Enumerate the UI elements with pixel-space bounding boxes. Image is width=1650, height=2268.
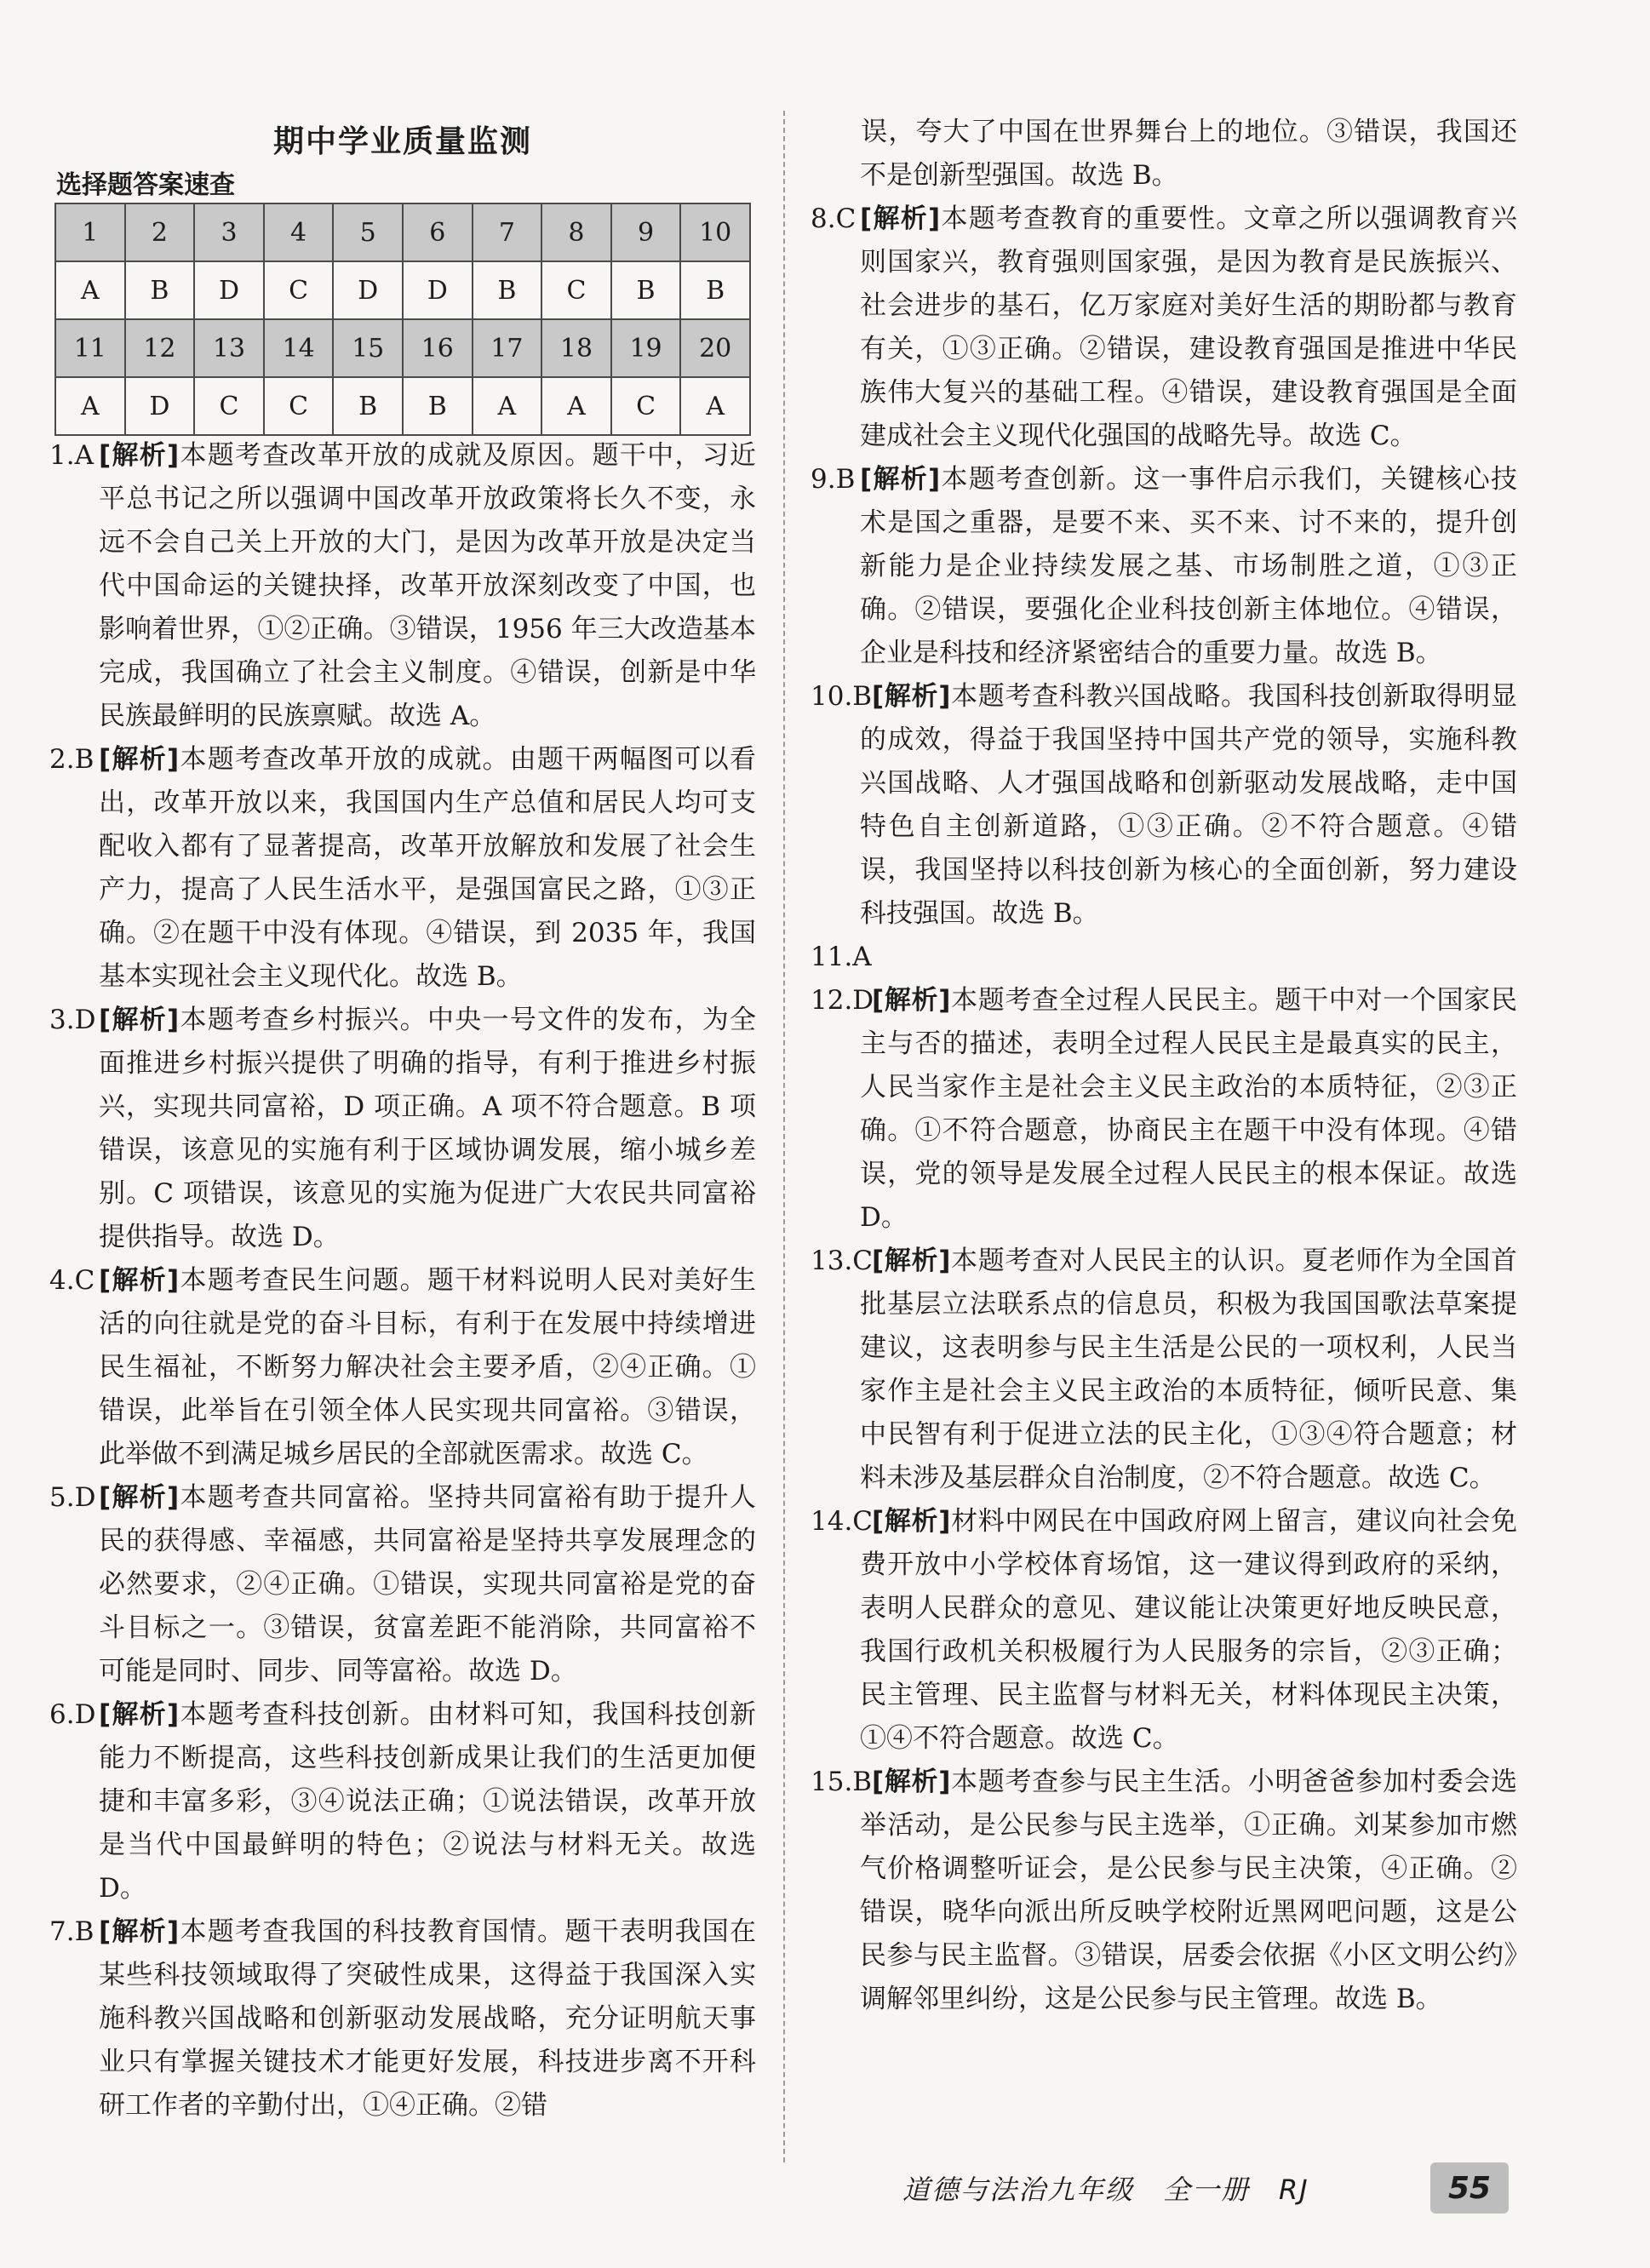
question-number: 10 xyxy=(680,203,750,261)
item-text: 本题考查民生问题。题干材料说明人民对美好生活的向往就是党的奋斗目标，有利于在发展中持续增进民生福祉，不断努力解决社会主要矛盾，②④正确。①错误，此举旨在引领全体人民实现共同富裕。③错误，此举做不到满足城乡居民的全部就医需求。故选 C。 xyxy=(99,1265,756,1469)
item-number: 8.C xyxy=(811,203,857,234)
item-number: 13.C xyxy=(811,1246,874,1276)
analysis-tag: [解析] xyxy=(99,440,180,471)
answer-letter: D xyxy=(333,261,403,319)
answer-letter: C xyxy=(194,377,264,435)
item-text: 材料中网民在中国政府网上留言，建议向社会免费开放中小学校体育场馆，这一建议得到政府的采纳，表明人民群众的意见、建议能让决策更好地反映民意，我国行政机关积极履行为人民服务的宗旨，②③正确；民主管理、民主监督与材料无关，材料体现民主决策，①④不符合题意。故选 C。 xyxy=(860,1506,1517,1754)
question-number: 16 xyxy=(403,319,473,377)
item-text: 本题考查教育的重要性。文章之所以强调教育兴则国家兴，教育强则国家强，是因为教育是民族振兴、社会进步的基石，亿万家庭对美好生活的期盼都与教育有关，①③正确。②错误，建设教育强国是推进中华民族伟大复兴的基础工程。④错误，建设教育强国是全面建成社会主义现代化强国的战略先导。故选 C。 xyxy=(860,203,1517,451)
answer-letter: B xyxy=(125,261,195,319)
question-number: 6 xyxy=(403,203,473,261)
explanation-continuation xyxy=(811,111,1517,198)
item-number: 10.B xyxy=(811,681,873,712)
analysis-tag: [解析] xyxy=(99,744,180,775)
question-number: 9 xyxy=(611,203,681,261)
item-text: 本题考查科技创新。由材料可知，我国科技创新能力不断提高，这些科技创新成果让我们的生活更加便捷和丰富多彩，③④说法正确；①说法错误，改革开放是当代中国最鲜明的特色；②说法与材料无关。故选 D。 xyxy=(99,1699,756,1904)
item-number: 7.B xyxy=(49,1916,95,1947)
page-number: 55 xyxy=(1430,2162,1509,2214)
question-number: 11 xyxy=(55,319,125,377)
answer-letter: B xyxy=(473,261,542,319)
item-number: 6.D xyxy=(49,1699,96,1730)
explanation-item xyxy=(811,675,1517,936)
explanation-item xyxy=(49,1693,756,1910)
item-text: 本题考查对人民民主的认识。夏老师作为全国首批基层立法联系点的信息员，积极为我国国歌法草案提建议，这表明参与民主生活是公民的一项权利，人民当家作主是社会主义民主政治的本质特征，倾听民意、集中民智有利于促进立法的民主化，①③④符合题意；材料未涉及基层群众自治制度，②不符合题意。故选 C。 xyxy=(860,1246,1517,1493)
question-number: 7 xyxy=(473,203,542,261)
item-number: 1.A xyxy=(49,440,94,471)
analysis-tag: [解析] xyxy=(99,1482,180,1513)
explanation-item xyxy=(811,1761,1517,2021)
item-text: 本题考查参与民主生活。小明爸爸参加村委会选举活动，是公民参与民主选举，①正确。刘某参加市燃气价格调整听证会，是公民参与民主决策，④正确。②错误，晓华向派出所反映学校附近黑网吧问题，这是公民参与民主监督。③错误，居委会依据《小区文明公约》调解邻里纠纷，这是公民参与民主管理。故选 B。 xyxy=(860,1767,1517,2014)
question-number: 15 xyxy=(333,319,403,377)
page-footer xyxy=(902,2162,1498,2214)
explanation-item xyxy=(49,434,756,738)
answer-letter: B xyxy=(403,377,473,435)
answer-letter: D xyxy=(194,261,264,319)
explanation-item xyxy=(811,936,1517,979)
item-number: 15.B xyxy=(811,1767,873,1797)
analysis-tag: [解析] xyxy=(872,985,951,1016)
question-number: 13 xyxy=(194,319,264,377)
item-text: 误，夸大了中国在世界舞台上的地位。③错误，我国还不是创新型强国。故选 B。 xyxy=(860,117,1517,191)
item-number: 4.C xyxy=(49,1265,95,1296)
analysis-tag: [解析] xyxy=(99,1005,180,1035)
question-number: 14 xyxy=(264,319,334,377)
answer-letter: D xyxy=(403,261,473,319)
item-text: 本题考查全过程人民民主。题干中对一个国家民主与否的描述，表明全过程人民民主是最真实的民主，人民当家作主是社会主义民主政治的本质特征，②③正确。①不符合题意，协商民主在题干中没有体现。④错误，党的领导是发展全过程人民民主的根本保证。故选 D。 xyxy=(860,985,1517,1233)
question-number: 1 xyxy=(55,203,125,261)
answer-letter: C xyxy=(611,377,681,435)
analysis-tag: [解析] xyxy=(99,1265,180,1296)
answer-row-numbers-2 xyxy=(55,319,750,377)
question-number: 8 xyxy=(541,203,611,261)
analysis-tag: [解析] xyxy=(872,1767,951,1797)
answer-letter: B xyxy=(611,261,681,319)
question-number: 17 xyxy=(473,319,542,377)
explanation-item xyxy=(811,198,1517,458)
answer-key-table xyxy=(54,203,751,436)
item-number: 14.C xyxy=(811,1506,874,1537)
question-number: 2 xyxy=(125,203,195,261)
analysis-tag: [解析] xyxy=(860,203,941,234)
answer-letter: B xyxy=(333,377,403,435)
item-text: 本题考查改革开放的成就及原因。题干中，习近平总书记之所以强调中国改革开放政策将长久不变，永远不会自己关上开放的大门，是因为改革开放是决定当代中国命运的关键抉择，改革开放深刻改变了中国，也影响着世界，①②正确。③错误，1956 年三大改造基本完成，我国确立了社会主义制度。④错误，创新是中华民族最鲜明的民族禀赋。故选 A。 xyxy=(99,440,756,731)
explanation-item xyxy=(49,1259,756,1476)
answer-row-letters-1 xyxy=(55,261,750,319)
question-number: 20 xyxy=(680,319,750,377)
answer-letter: C xyxy=(264,377,334,435)
item-number: 3.D xyxy=(49,1005,96,1035)
item-text: 本题考查共同富裕。坚持共同富裕有助于提升人民的获得感、幸福感，共同富裕是坚持共享发展理念的必然要求，②④正确。①错误，实现共同富裕是党的奋斗目标之一。③错误，贫富差距不能消除，共同富裕不可能是同时、同步、同等富裕。故选 D。 xyxy=(99,1482,756,1687)
analysis-tag: [解析] xyxy=(99,1916,180,1947)
analysis-tag: [解析] xyxy=(872,1506,951,1537)
answer-key-heading: 选择题答案速查 xyxy=(56,170,235,200)
explanation-item xyxy=(49,738,756,999)
explanation-item xyxy=(811,458,1517,675)
analysis-tag: [解析] xyxy=(872,1246,951,1276)
column-divider xyxy=(783,111,785,2162)
explanation-item xyxy=(811,979,1517,1240)
item-number: 9.B xyxy=(811,464,856,495)
item-number: 12.D xyxy=(811,985,874,1016)
answer-letter: C xyxy=(264,261,334,319)
book-title: 道德与法治九年级 全一册 RJ xyxy=(902,2174,1309,2206)
answer-letter: A xyxy=(55,261,125,319)
analysis-tag: [解析] xyxy=(872,681,951,712)
question-number: 5 xyxy=(333,203,403,261)
item-text: 本题考查乡村振兴。中央一号文件的发布，为全面推进乡村振兴提供了明确的指导，有利于推进乡村振兴，实现共同富裕，D 项正确。A 项不符合题意。B 项错误，该意见的实施有利于区域协调发展，缩小城乡差别。C 项错误，该意见的实施为促进广大农民共同富裕提供指导。故选 D。 xyxy=(99,1005,756,1252)
question-number: 19 xyxy=(611,319,681,377)
answer-letter: A xyxy=(473,377,542,435)
item-text: 本题考查创新。这一事件启示我们，关键核心技术是国之重器，是要不来、买不来、讨不来的，提升创新能力是企业持续发展之基、市场制胜之道，①③正确。②错误，要强化企业科技创新主体地位。④错误，企业是科技和经济紧密结合的重要力量。故选 B。 xyxy=(860,464,1517,668)
answer-letter: A xyxy=(541,377,611,435)
explanation-item xyxy=(811,1500,1517,1761)
answer-letter: D xyxy=(125,377,195,435)
answer-row-letters-2 xyxy=(55,377,750,435)
analysis-tag: [解析] xyxy=(860,464,941,495)
question-number: 4 xyxy=(264,203,334,261)
question-number: 18 xyxy=(541,319,611,377)
answer-row-numbers-1 xyxy=(55,203,750,261)
answer-letter: A xyxy=(55,377,125,435)
item-text: 本题考查我国的科技教育国情。题干表明我国在某些科技领域取得了突破性成果，这得益于我国深入实施科教兴国战略和创新驱动发展战略，充分证明航天事业只有掌握关键技术才能更好发展，科技进步离不开科研工作者的辛勤付出，①④正确。②错 xyxy=(99,1916,756,2121)
question-number: 3 xyxy=(194,203,264,261)
answer-letter: B xyxy=(680,261,750,319)
explanation-item xyxy=(49,1476,756,1693)
item-number: 2.B xyxy=(49,744,95,775)
item-number: 11.A xyxy=(811,942,872,972)
right-explanations xyxy=(811,111,1517,2021)
item-number: 5.D xyxy=(49,1482,96,1513)
item-text: 本题考查科教兴国战略。我国科技创新取得明显的成效，得益于我国坚持中国共产党的领导，实施科教兴国战略、人才强国战略和创新驱动发展战略，走中国特色自主创新道路，①③正确。②不符合题意。④错误，我国坚持以科技创新为核心的全面创新，努力建设科技强国。故选 B。 xyxy=(860,681,1517,929)
analysis-tag: [解析] xyxy=(99,1699,180,1730)
question-number: 12 xyxy=(125,319,195,377)
left-explanations xyxy=(49,434,756,2128)
explanation-item xyxy=(811,1240,1517,1500)
item-text: 本题考查改革开放的成就。由题干两幅图可以看出，改革开放以来，我国国内生产总值和居民人均可支配收入都有了显著提高，改革开放解放和发展了社会生产力，提高了人民生活水平，是强国富民之路，①③正确。②在题干中没有体现。④错误，到 2035 年，我国基本实现社会主义现代化。故选 B。 xyxy=(99,744,756,992)
answer-letter: A xyxy=(680,377,750,435)
explanation-item xyxy=(49,1910,756,2128)
explanation-item xyxy=(49,999,756,1259)
page-title: 期中学业质量监测 xyxy=(272,124,532,159)
answer-letter: C xyxy=(541,261,611,319)
